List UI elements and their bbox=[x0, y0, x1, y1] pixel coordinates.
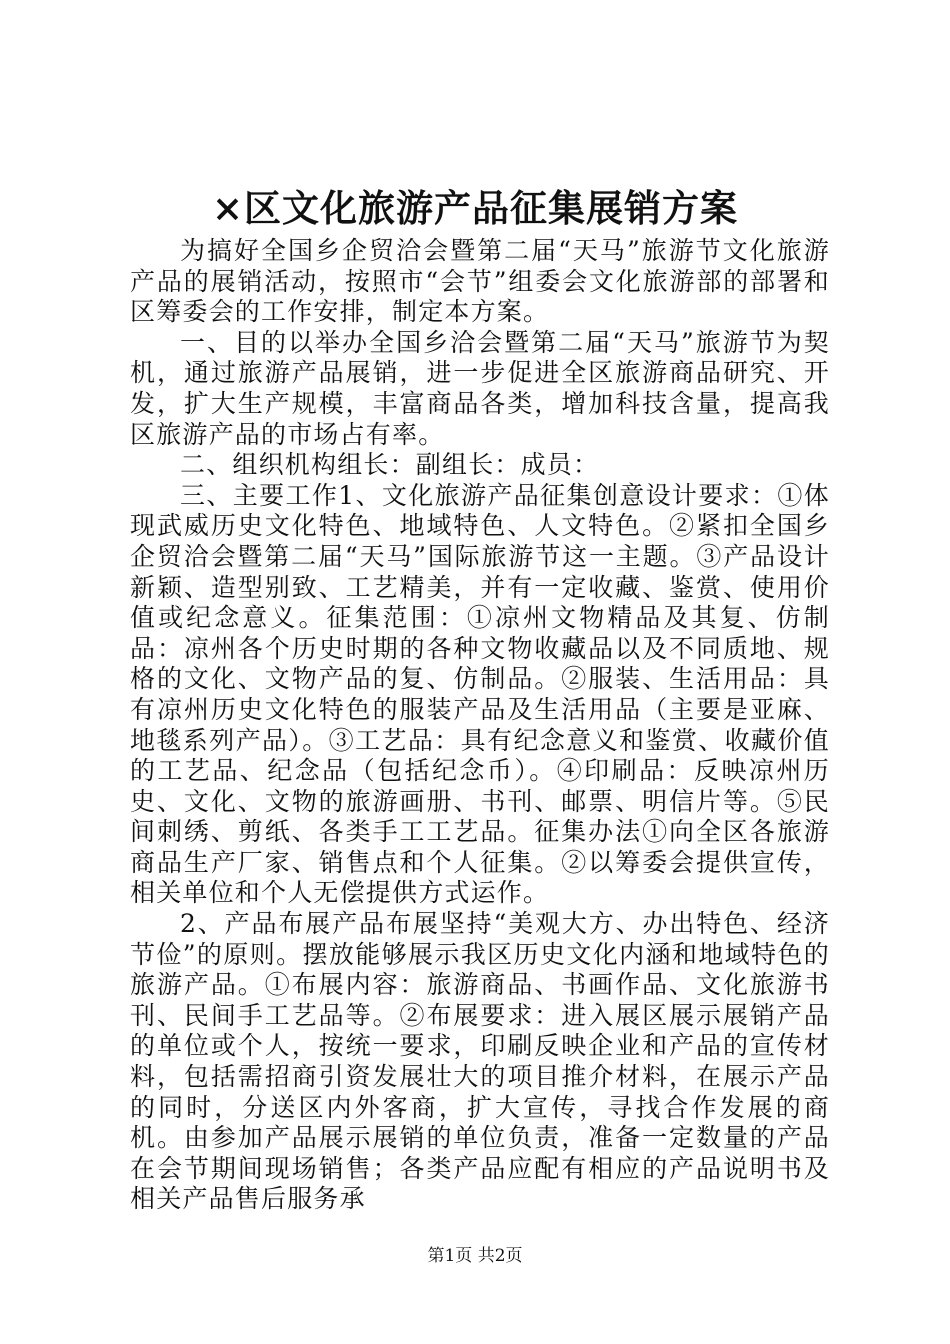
document-title: ×区文化旅游产品征集展销方案 bbox=[211, 186, 738, 230]
paragraph-exhibition: 2、产品布展产品布展坚持“美观大方、办出特色、经济节俭”的原则。摆放能够展示我区历史文化内涵和地域特色的旅游产品。①布展内容：旅游商品、书画作品、文化旅游书刊、民间手工艺品等。②布展要求：进入展区展示展销产品的单位或个人，按统一要求，印刷反映企业和产品的宣传材料，包括需招商引资发展壮大的项目推介材料，在展示产品的同时，分送区内外客商，扩大宣传，寻找合作发展的商机。由参加产品展示展销的单位负责，准备一定数量的产品在会节期间现场销售；各类产品应配有相应的产品说明书及相关产品售后服务承 bbox=[130, 909, 830, 1214]
paragraph-purpose: 一、目的以举办全国乡洽会暨第二届“天马”旅游节为契机，通过旅游产品展销，进一步促进全区旅游商品研究、开发，扩大生产规模，丰富商品各类，增加科技含量，提高我区旅游产品的市场占有率。 bbox=[130, 327, 830, 449]
paragraph-intro: 为搞好全国乡企贸洽会暨第二届“天马”旅游节文化旅游产品的展销活动，按照市“会节”组委会文化旅游部的部署和区筹委会的工作安排，制定本方案。 bbox=[130, 236, 830, 327]
document-body bbox=[130, 236, 830, 1215]
page-number-footer: 第1页 共2页 bbox=[427, 1246, 523, 1266]
paragraph-main-work: 三、主要工作1、文化旅游产品征集创意设计要求：①体现武威历史文化特色、地域特色、人文特色。②紧扣全国乡企贸洽会暨第二届“天马”国际旅游节这一主题。③产品设计新颖、造型别致、工艺精美，并有一定收藏、鉴赏、使用价值或纪念意义。征集范围：①凉州文物精品及其复、仿制品：凉州各个历史时期的各种文物收藏品以及不同质地、规格的文化、文物产品的复、仿制品。②服装、生活用品：具有凉州历史文化特色的服装产品及生活用品（主要是亚麻、地毯系列产品）。③工艺品：具有纪念意义和鉴赏、收藏价值的工艺品、纪念品（包括纪念币）。④印刷品：反映凉州历史、文化、文物的旅游画册、书刊、邮票、明信片等。⑤民间刺绣、剪纸、各类手工工艺品。征集办法①向全区各旅游商品生产厂家、销售点和个人征集。②以筹委会提供宣传，相关单位和个人无偿提供方式运作。 bbox=[130, 480, 830, 908]
paragraph-organization: 二、组织机构组长：副组长：成员： bbox=[180, 450, 600, 480]
